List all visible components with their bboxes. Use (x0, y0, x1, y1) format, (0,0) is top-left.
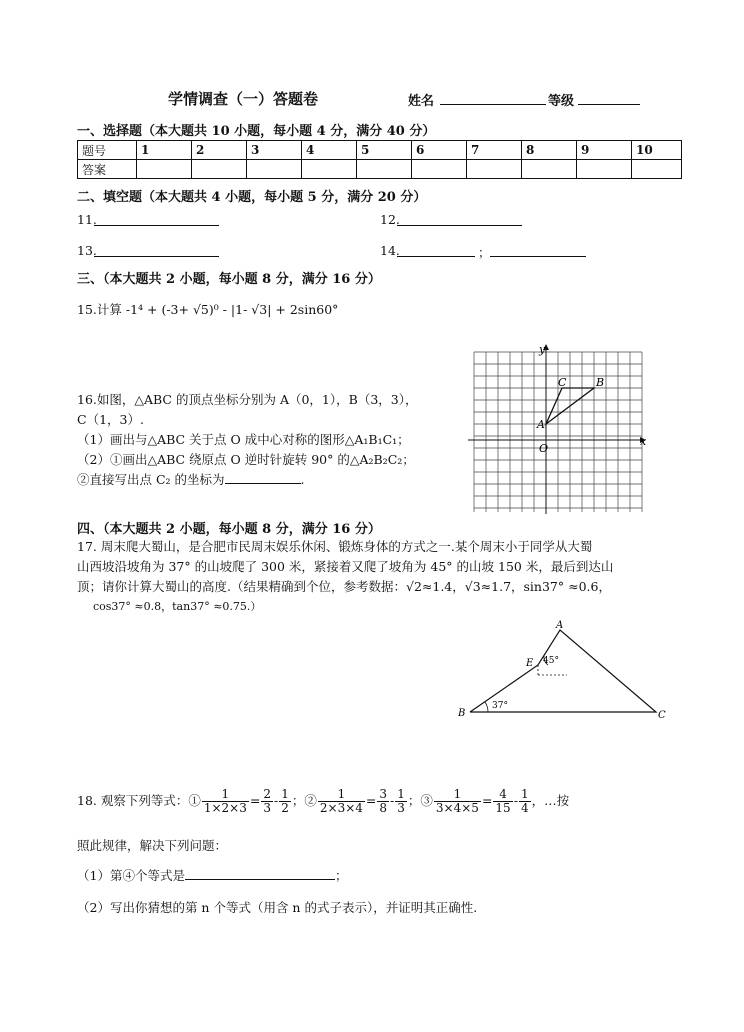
fraction-numerator: 1 (318, 788, 365, 802)
page-title: 学情调查（一）答题卷 (168, 90, 319, 108)
tri-label-a: A (556, 620, 564, 631)
origin-label: O (539, 442, 549, 455)
table-cell: 6 (412, 141, 467, 160)
q11-blank[interactable] (94, 213, 219, 226)
fraction (395, 788, 407, 815)
q16-line1: 16.如图，△ABC 的顶点坐标分别为 A（0，1），B（3，3）， (77, 392, 418, 407)
q17-line3: 顶；请你计算大蜀山的高度.（结果精确到个位，参考数据：√2≈1.4，√3≈1.7，sin37° ≈0.6， (77, 579, 611, 594)
section2-heading: 二、填空题（本大题共 4 小题，每小题 5 分，满分 20 分） (77, 190, 427, 205)
q18-fourth-equation-blank[interactable] (185, 867, 335, 880)
fraction-numerator: 2 (263, 787, 271, 801)
q16-c2-blank[interactable] (225, 471, 301, 484)
table-cell: 1 (137, 141, 192, 160)
q16-line5 (77, 470, 457, 490)
q15-text: 15.计算 -1⁴ + (-3+ √5)⁰ - |1- √3| + 2sin60° (77, 302, 339, 317)
table-cell: 5 (357, 141, 412, 160)
answer-cell[interactable] (192, 160, 247, 179)
q11-label: 11. (77, 212, 97, 227)
answer-cell[interactable] (522, 160, 577, 179)
fraction-numerator: 4 (493, 788, 512, 802)
name-label: 姓名 (408, 94, 435, 109)
name-field[interactable] (440, 92, 546, 105)
section3-heading: 三、（本大题共 2 小题，每小题 8 分，满分 16 分） (77, 272, 381, 287)
fraction-denominator: 2×3×4 (319, 801, 363, 815)
answer-cell[interactable] (467, 160, 522, 179)
table-row (78, 141, 682, 160)
fraction-numerator: 1 (202, 788, 249, 802)
fraction (202, 788, 249, 815)
grade-label: 等级 (548, 94, 575, 109)
mountain-triangle-figure (452, 620, 672, 724)
q17-line2: 山西坡沿坡角为 37° 的山坡爬了 300 米，紧接着又爬了坡角为 45° 的山坡 150 米，最后到达山 (77, 559, 614, 574)
fraction (493, 788, 512, 815)
q14-blank-1[interactable] (397, 244, 475, 257)
fraction-numerator: 1 (281, 787, 289, 801)
answer-cell[interactable] (577, 160, 632, 179)
section1-heading: 一、选择题（本大题共 10 小题，每小题 4 分，满分 40 分） (77, 124, 436, 139)
q18-line2: 照此规律，解决下列问题： (77, 838, 228, 853)
table-cell: 4 (302, 141, 357, 160)
q13-label: 13. (77, 243, 97, 258)
answer-cell[interactable] (302, 160, 357, 179)
table-cell: 7 (467, 141, 522, 160)
q18-equations: 18. 观察下列等式：① $\frac{1}{1\times 2\times 3}$ = $\frac{2}{3}$ - $\frac{1}{2}$ ；② $\frac{1}{2\times 3\times 4}$ = $\frac{3}{8}$ - $\frac{1}{3}$ ；③ $\frac{1}{3\times 4\times 5}$ = $\frac{4}{15}$ - $\frac{1}{4}$ ，…按 (77, 787, 570, 815)
fraction (318, 788, 365, 815)
answer-cell[interactable] (412, 160, 467, 179)
answer-cell[interactable] (247, 160, 302, 179)
table-cell: 8 (522, 141, 577, 160)
coordinate-grid-figure (464, 340, 654, 520)
table-row (78, 160, 682, 179)
q18-prefix: 18. 观察下列等式：① (77, 793, 201, 808)
fraction-denominator: 3 (397, 801, 405, 815)
q14-separator: ； (478, 245, 491, 260)
q18-sub1-text: （1）第④个等式是 (77, 868, 185, 883)
point-b-label: B (596, 376, 605, 389)
q18-sub1-end: ； (334, 868, 348, 883)
triangle-outline (470, 630, 656, 712)
fraction-numerator: 1 (434, 788, 481, 802)
section4-heading: 四、（本大题共 2 小题，每小题 8 分，满分 16 分） (77, 522, 381, 537)
q17-line4: cos37° ≈0.8，tan37° ≈0.75.） (93, 600, 262, 613)
grade-field[interactable] (578, 92, 640, 105)
fraction-numerator: 3 (379, 787, 388, 801)
fraction-denominator: 3×4×5 (435, 801, 479, 815)
q14-label: 14. (380, 243, 400, 258)
table-cell: 3 (247, 141, 302, 160)
answer-table (77, 140, 682, 179)
q18-mark3: ；③ (407, 793, 433, 808)
q12-blank[interactable] (397, 213, 522, 226)
fraction (279, 788, 291, 815)
q18-sub2: （2）写出你猜想的第 n 个等式（用含 n 的式子表示），并证明其正确性. (77, 900, 478, 915)
angle-b-arc (485, 702, 488, 712)
fraction-numerator: 1 (520, 787, 529, 801)
fraction-denominator: 15 (495, 801, 511, 815)
table-cell: 9 (577, 141, 632, 160)
fraction (377, 788, 389, 815)
point-a-label: A (537, 418, 545, 431)
y-axis-label: y (539, 343, 546, 356)
q16-line5-end: . (300, 472, 305, 487)
q18-mark2: ；② (291, 793, 317, 808)
q18-tail: ，…按 (531, 793, 570, 808)
q16-line3: （1）画出与△ABC 关于点 O 成中心对称的图形△A₁B₁C₁； (77, 432, 410, 447)
row-label-answer: 答案 (78, 160, 137, 179)
point-c-label: C (558, 376, 567, 389)
q17-line1: 17. 周末爬大蜀山，是合肥市民周末娱乐休闲、锻炼身体的方式之一.某个周末小于同学从大蜀 (77, 539, 593, 554)
table-cell: 2 (192, 141, 247, 160)
answer-cell[interactable] (632, 160, 682, 179)
q16-line4: （2）①画出△ABC 绕原点 O 逆时针旋转 90° 的△A₂B₂C₂； (77, 452, 415, 467)
tri-label-b: B (458, 708, 466, 719)
q14-blank-2[interactable] (490, 244, 586, 257)
q16-line2: C（1，3）. (77, 412, 144, 427)
q17-block (77, 537, 677, 617)
x-axis-label: x (640, 435, 647, 448)
tri-label-c: C (658, 710, 666, 721)
row-label-number: 题号 (78, 141, 137, 160)
fraction (434, 788, 481, 815)
fraction (261, 788, 273, 815)
table-cell: 10 (632, 141, 682, 160)
tri-label-e: E (526, 658, 534, 669)
q18-sub1 (77, 866, 347, 884)
q16-block (77, 390, 457, 490)
fraction-denominator: 1×2×3 (203, 801, 247, 815)
fraction-denominator: 4 (520, 801, 529, 815)
fraction (519, 788, 531, 815)
angle-b-label: 37° (492, 701, 508, 711)
q13-blank[interactable] (94, 244, 219, 257)
answer-cell[interactable] (357, 160, 412, 179)
answer-cell[interactable] (137, 160, 192, 179)
fraction-denominator: 3 (263, 801, 271, 815)
q12-label: 12. (380, 212, 400, 227)
fraction-denominator: 2 (281, 801, 289, 815)
fraction-denominator: 8 (379, 801, 388, 815)
angle-e-label: 45° (543, 656, 559, 666)
q16-line5-text: ②直接写出点 C₂ 的坐标为 (77, 472, 225, 487)
fraction-numerator: 1 (397, 787, 405, 801)
